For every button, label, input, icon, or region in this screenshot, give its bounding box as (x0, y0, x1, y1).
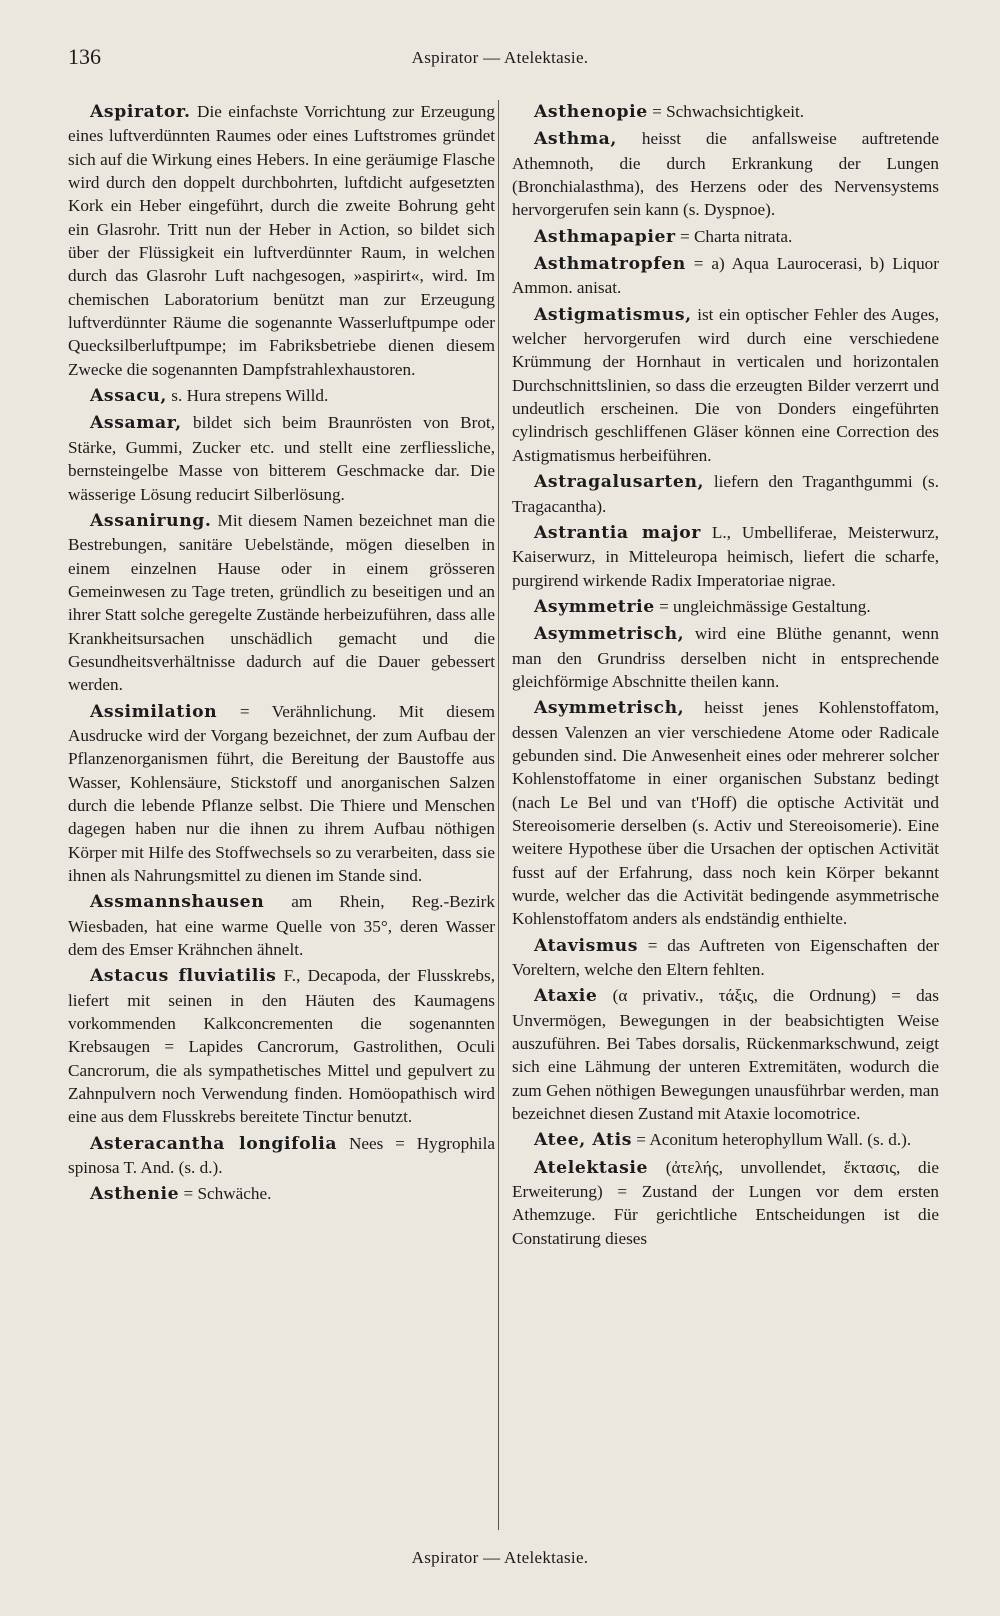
dictionary-entry (512, 934, 939, 982)
dictionary-entry (512, 1128, 939, 1152)
entry-text: (ἀτελής, unvollendet, ἔκτασις, die Erweiterung) = Zustand der Lungen vor dem ersten Athemzuge. Für gerichtliche Entscheidungen ist die Constatirung dieses (512, 1157, 939, 1248)
entry-text: = a) Aqua Laurocerasi, b) Liquor Ammon. anisat. (512, 254, 939, 298)
dictionary-entry (68, 411, 495, 505)
entry-text: = Charta nitrata. (675, 226, 793, 246)
entry-headword: Astragalusarten, (534, 472, 705, 493)
dictionary-entry (68, 890, 495, 961)
entry-text: Die einfachste Vorrichtung zur Erzeugung eines luftverdünnten Raumes oder eines Luftstromes gründet sich auf die Wirkung eines Hebers. In eine geräumige Flasche wird durch den doppelt durchbohrten, luftdicht aufgesetzten Kork ein Heber eingeführt, durch die zweite Bohrung geht ein Glasrohr. Tritt nun der Heber in Action, so bildet sich über der Flüssigkeit ein luftverdünnter Raum, in welchen durch das Glasrohr Luft nachgesogen, »aspirirt«, wird. Im chemischen Laboratorium benützt man zur Erzeugung luftverdünnter Räume die sogenannte Wasserluftpumpe oder Quecksilberluftpumpe; im Fabriksbetriebe dienen diesem Zwecke die sogenannten Dampfstrahlexhaustoren. (68, 102, 495, 379)
dictionary-entry (68, 964, 495, 1128)
page-header (0, 44, 1000, 74)
entry-headword: Asthenie (90, 1184, 180, 1205)
dictionary-entry (512, 303, 939, 467)
entry-headword: Asteracantha longifolia (90, 1133, 338, 1154)
entry-headword: Asthenopie (534, 102, 648, 122)
page-number: 136 (68, 44, 101, 69)
entry-text: wird eine Blüthe genannt, wenn man den Grundriss derselben nicht in entsprechende gleichförmige Abschnitte theilen kann. (512, 624, 939, 691)
entry-text: heisst die anfallsweise auftretende Athemnoth, die durch Erkrankung der Lungen (Bronchialasthma), des Herzens oder des Nervensystems hervorgerufen sein kann (s. Dyspnoe). (512, 129, 939, 220)
right-column (512, 100, 939, 1253)
dictionary-entry (68, 100, 495, 381)
entry-text: = Verähnlichung. Mit diesem Ausdrucke wird der Vorgang bezeichnet, der zum Aufbau der Pflanzenorganismen führt, die Bereitung der Baustoffe aus Wasser, Kohlensäure, Stickstoff und anorganischen Salzen durch die lebende Pflanze selbst. Die Thiere und Menschen dagegen haben nur die ihnen zu ihrem Aufbau nöthigen Körper mit Hilfe des Stoffwechsels so zu verarbeiten, dass sie ihnen als Nahrungsmittel zu dienen im Stande sind. (68, 701, 495, 885)
dictionary-entry (512, 470, 939, 518)
entry-text: = Schwäche. (179, 1184, 272, 1204)
entry-headword: Atavismus (534, 935, 639, 956)
entry-headword: Asymmetrisch, (534, 698, 685, 719)
dictionary-entry (68, 1132, 495, 1180)
entry-headword: Astacus fluviatilis (90, 966, 277, 987)
entry-headword: Astigmatismus, (534, 304, 692, 325)
entry-headword: Assanirung. (90, 510, 212, 531)
entry-headword: Atee, Atis (534, 1130, 632, 1151)
entry-text: (α privativ., τάξις, die Ordnung) = das Unvermögen, Bewegungen in der beabsichtigten Weise auszuführen. Bei Tabes dorsalis, Rückenmarkschwund, zeigt sich eine Lähmung der unteren Extremitäten, wodurch die zum Gehen nöthigen Bewegungen unausführbar werden, man bezeichnet diesen Zustand mit Ataxie locomotrice. (512, 986, 939, 1124)
dictionary-entry (512, 100, 939, 124)
dictionary-entry (512, 696, 939, 930)
entry-headword: Asymmetrie (534, 596, 655, 617)
entry-headword: Astrantia major (534, 522, 701, 543)
dictionary-entry (512, 127, 939, 221)
entry-headword: Assacu, (90, 386, 167, 407)
entry-text: am Rhein, Reg.-Bezirk Wiesbaden, hat eine warme Quelle von 35°, deren Wasser dem des Emser Krähnchen ähnelt. (68, 892, 495, 960)
dictionary-entry (68, 1182, 495, 1206)
entry-headword: Asthma, (534, 129, 617, 150)
dictionary-entry (512, 521, 939, 592)
entry-text: s. Hura strepens Willd. (166, 386, 329, 406)
dictionary-entry (68, 700, 495, 888)
entry-text: F., Decapoda, der Flusskrebs, liefert mit seinen in den Häuten des Kaumagens vorkommenden Kalkconcrementen die sogenannten Krebsaugen = Lapides Cancrorum, Gastrolithen, Oculi Cancrorum, die als sympathetisches Mittel und gepulvert zu Zahnpulvern noch Verwendung finden. Homöopathisch wird eine aus dem Flusskrebs bereitete Tinctur benutzt. (68, 966, 495, 1127)
entry-text: ist ein optischer Fehler des Auges, welcher hervorgerufen wird durch eine verschiedene Krümmung der Hornhaut in verticalen und horizontalen Durchschnittslinien, so dass die erzeugten Bilder verzerrt und undeutlich erscheinen. Die von Donders eingeführten cylindrisch geschliffenen Gläser können eine Correction des Astigmatismus herbeiführen. (512, 304, 939, 465)
entry-text: Mit diesem Namen bezeichnet man die Bestrebungen, sanitäre Uebelstände, mögen dieselben in einem einzelnen Hause oder in einem grösseren Gemeinwesen zu Tage treten, gründlich zu beseitigen und an ihrer Statt solche geregelte Zustände herbeizuführen, dass alle Krankheitsursachen unschädlich gemacht und die Gesundheitsverhältnisse dadurch auf die Dauer gebessert werden. (68, 510, 495, 695)
entry-text: = Schwachsichtigkeit. (647, 102, 805, 121)
entry-headword: Assamar, (90, 413, 182, 434)
dictionary-entry (512, 1156, 939, 1250)
entry-headword: Asthmatropfen (534, 254, 686, 275)
entry-headword: Atelektasie (534, 1157, 649, 1178)
entry-headword: Assmannshausen (90, 892, 265, 913)
entry-headword: Asthmapapier (534, 226, 676, 247)
entry-text: liefern den Traganthgummi (s. Tragacantha). (512, 472, 939, 516)
dictionary-entry (512, 225, 939, 249)
entry-text: = Aconitum heterophyllum Wall. (s. d.). (632, 1130, 912, 1150)
entry-headword: Ataxie (534, 986, 598, 1007)
entry-text: bildet sich beim Braunrösten von Brot, Stärke, Gummi, Zucker etc. und stellt eine zerfliessliche, bernsteingelbe Masse von bitterem Geschmacke dar. Die wässerige Lösung reducirt Silberlösung. (68, 413, 495, 504)
dictionary-entry (68, 509, 495, 697)
column-divider (498, 100, 499, 1530)
entry-text: heisst jenes Kohlenstoffatom, dessen Valenzen an vier verschiedene Atome oder Radicale gebunden sind. Die Anwesenheit eines oder mehrerer solcher Kohlenstoffatome in einer organischen Substanz bedingt (nach Le Bel und van t'Hoff) die optische Activität und Stereoisomerie derselben (s. Activ und Stereoisomerie). Eine weitere Hypothese über die Ursachen der optischen Activität fusst auf der Erfahrung, dass noch kein Körper bekannt wurde, welcher das die Activität bedingende asymmetrische Kohlenstoffatom anders als endständig enthielte. (512, 698, 939, 929)
dictionary-entry (512, 984, 939, 1125)
entry-text: = das Auftreten von Eigenschaften der Voreltern, welche den Eltern fehlten. (512, 935, 939, 980)
left-column (68, 100, 495, 1210)
entry-text: = ungleichmässige Gestaltung. (654, 596, 871, 616)
dictionary-entry (68, 384, 495, 408)
dictionary-entry (512, 622, 939, 693)
entry-headword: Aspirator. (90, 102, 191, 122)
entry-headword: Asymmetrisch, (534, 624, 685, 645)
dictionary-entry (512, 595, 939, 619)
dictionary-entry (512, 252, 939, 300)
running-title: Aspirator — Atelektasie. (411, 48, 589, 67)
page-footer: Aspirator — Atelektasie. (411, 1548, 589, 1567)
entry-headword: Assimilation (90, 701, 218, 722)
entry-text: Nees = Hygrophila spinosa T. And. (s. d.). (68, 1133, 495, 1178)
entry-text: L., Umbelliferae, Meisterwurz, Kaiserwurz, in Mitteleuropa heimisch, liefert die scharfe, purgirend wirkende Radix Imperatoriae nigrae. (512, 522, 939, 590)
